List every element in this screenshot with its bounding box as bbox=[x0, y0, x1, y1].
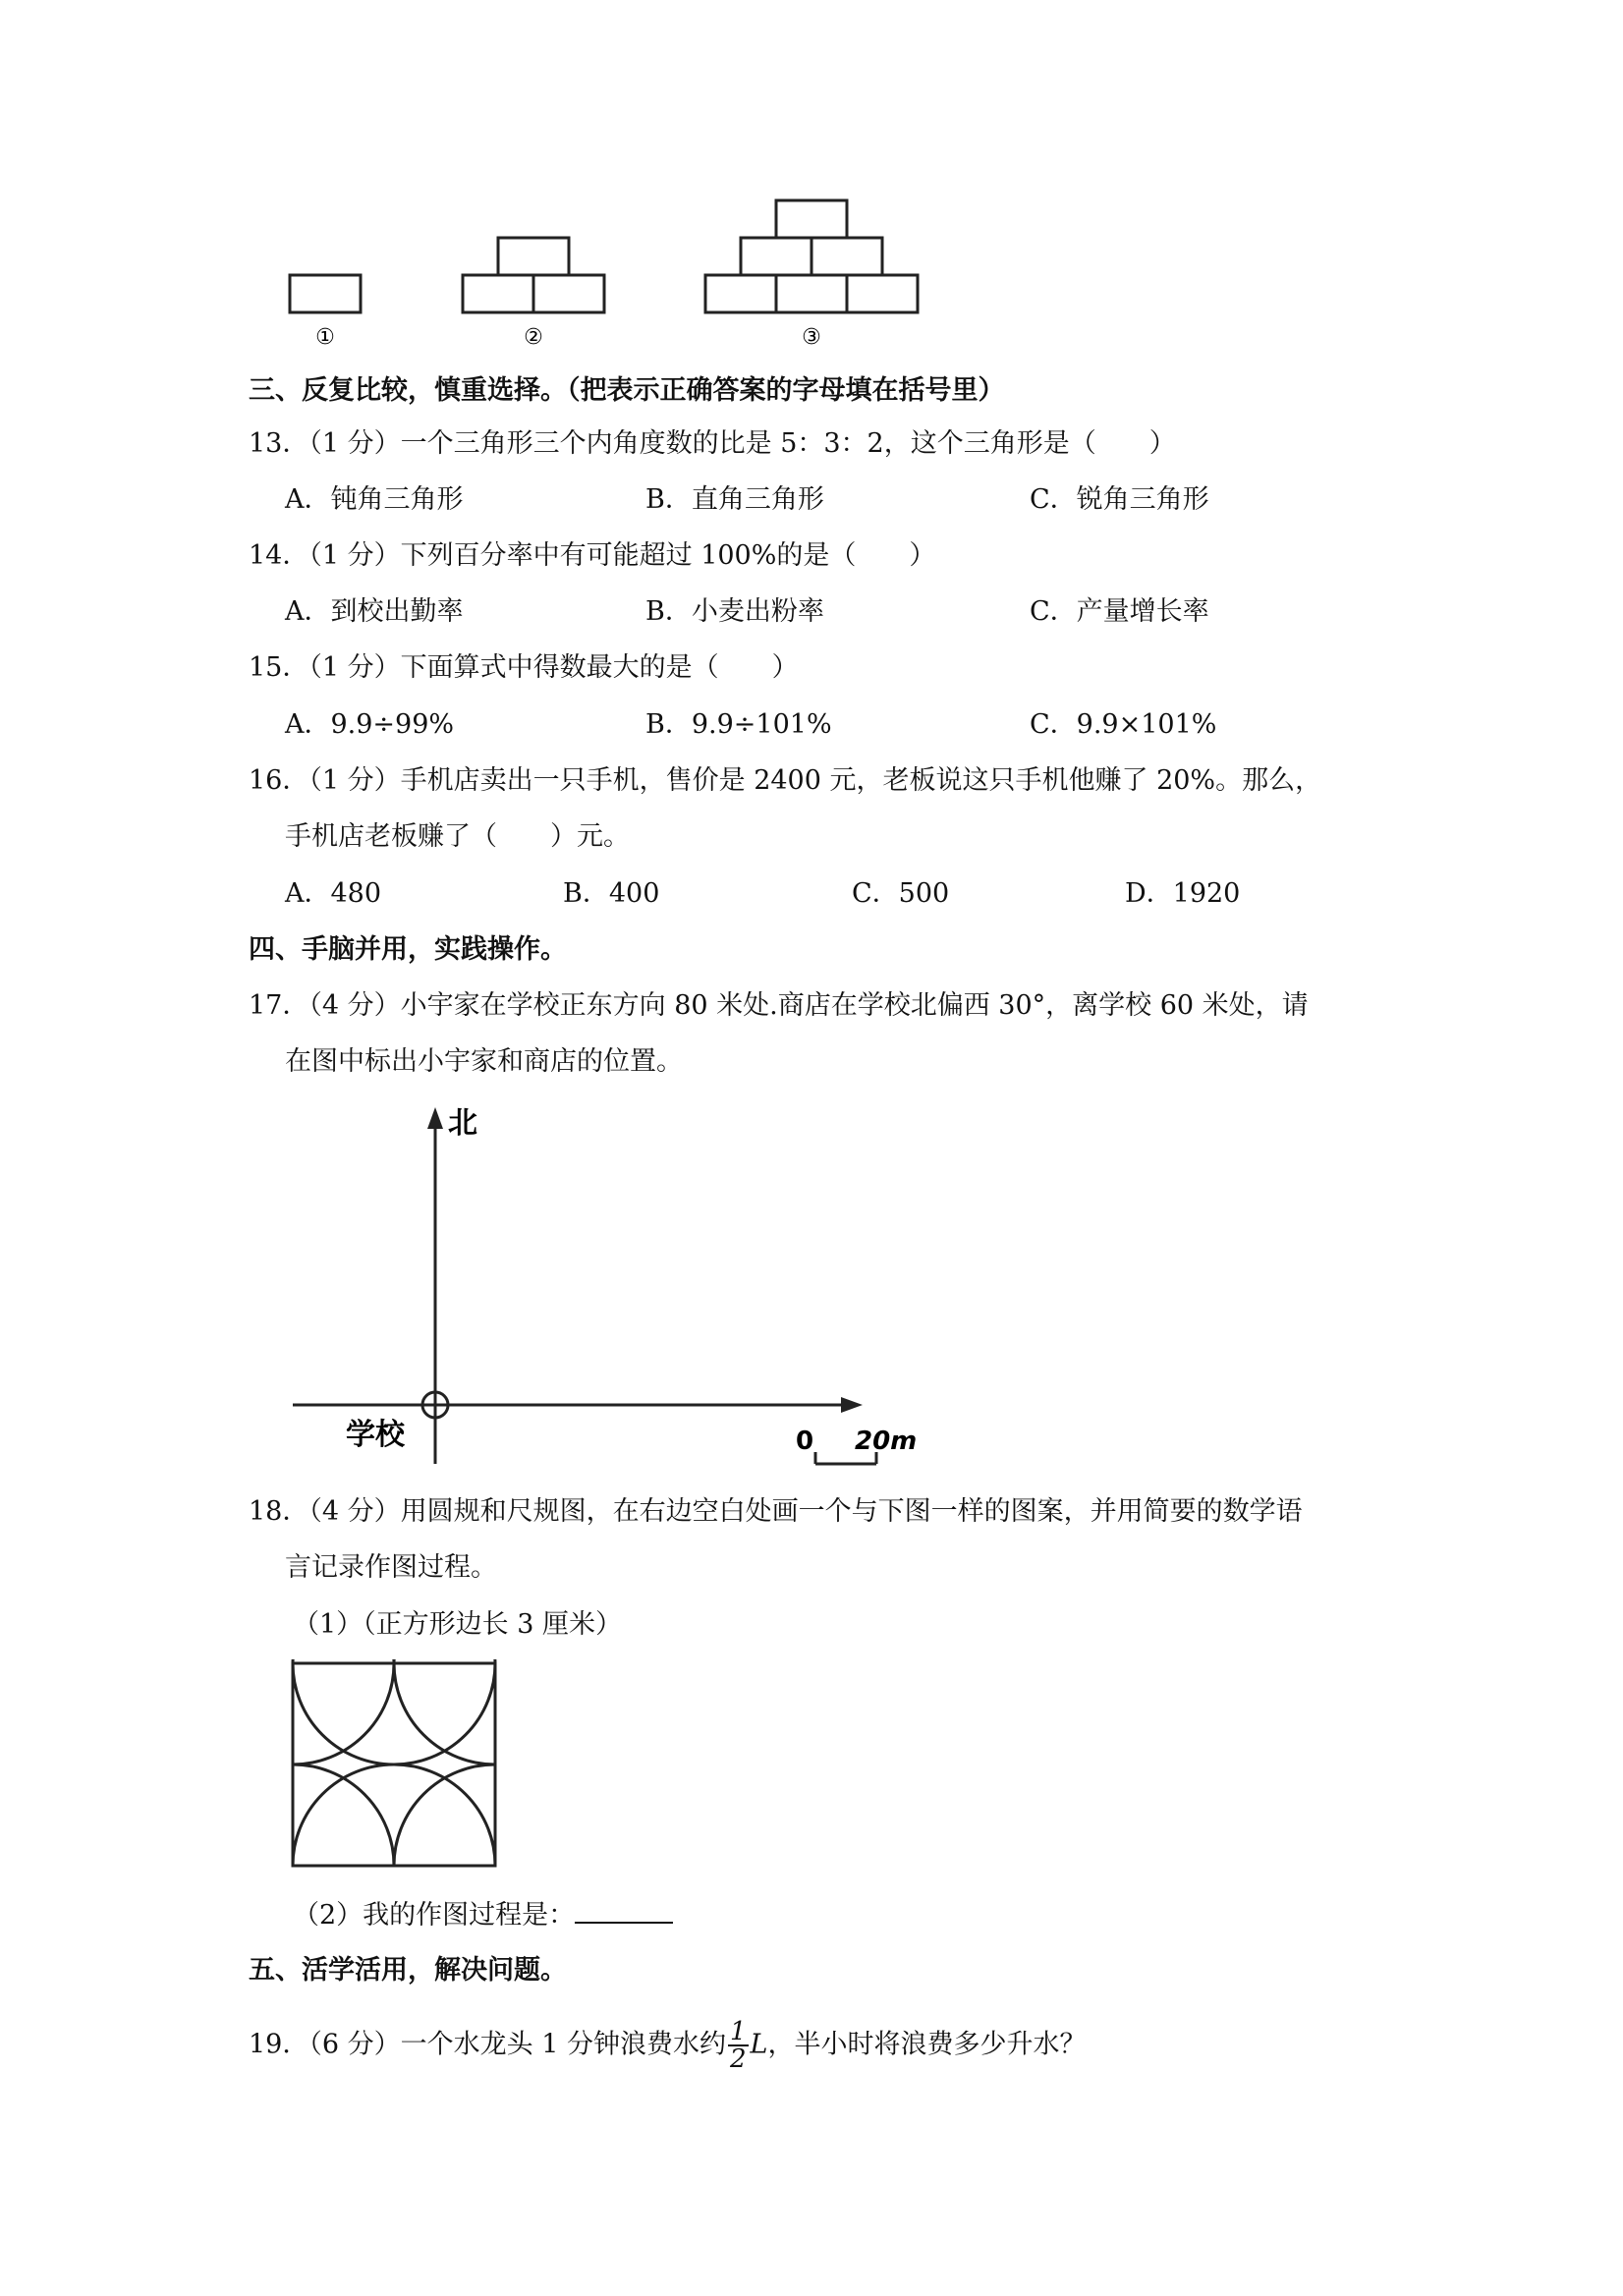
brick bbox=[705, 275, 776, 312]
q14-option-b: B．小麦出粉率 bbox=[645, 596, 824, 627]
section-3-heading: 三、反复比较，慎重选择。（把表示正确答案的字母填在括号里） bbox=[249, 375, 1005, 406]
q16-option-a: A．480 bbox=[285, 878, 382, 909]
q16-option-d: D．1920 bbox=[1125, 878, 1241, 909]
q16-option-b: B．400 bbox=[563, 878, 660, 909]
section-4-heading: 四、手脑并用，实践操作。 bbox=[249, 934, 567, 965]
q15-stem: 15．（1 分）下面算式中得数最大的是（ ） bbox=[249, 652, 799, 683]
q13-option-a: A．钝角三角形 bbox=[285, 484, 464, 515]
brick bbox=[463, 275, 533, 312]
q18-part-1: （1）（正方形边长 3 厘米） bbox=[293, 1609, 623, 1640]
q19-unit: L bbox=[750, 2029, 768, 2060]
brick bbox=[776, 200, 847, 238]
figure-label-2: ② bbox=[524, 325, 543, 350]
north-label: 北 bbox=[448, 1106, 477, 1141]
brick bbox=[812, 238, 882, 275]
fraction-denominator: 2 bbox=[729, 2044, 747, 2074]
fraction-numerator: 1 bbox=[729, 2017, 747, 2046]
q16-option-c: C．500 bbox=[852, 878, 950, 909]
q16-stem-line-2: 手机店老板赚了（ ）元。 bbox=[285, 821, 630, 852]
q18-part-2-text: （2）我的作图过程是： bbox=[293, 1900, 576, 1931]
direction-map-figure bbox=[285, 1095, 923, 1474]
answer-blank[interactable] bbox=[575, 1898, 673, 1924]
q15-option-b: B．9.9÷101% bbox=[645, 709, 832, 740]
brick bbox=[741, 238, 812, 275]
brick bbox=[847, 275, 918, 312]
scale-value-label: 20m bbox=[855, 1427, 918, 1456]
q18-stem-line-1: 18．（4 分）用圆规和尺规图，在右边空白处画一个与下图一样的图案，并用简要的数学语 bbox=[249, 1496, 1303, 1527]
q13-option-c: C．锐角三角形 bbox=[1030, 484, 1209, 515]
school-label: 学校 bbox=[346, 1418, 405, 1452]
q19-suffix: ，半小时将浪费多少升水？ bbox=[767, 2029, 1087, 2060]
q17-stem-line-2: 在图中标出小宇家和商店的位置。 bbox=[285, 1046, 683, 1077]
q13-stem: 13．（1 分）一个三角形三个内角度数的比是 5：3：2，这个三角形是（ ） bbox=[249, 428, 1176, 459]
q17-stem-line-1: 17．（4 分）小宇家在学校正东方向 80 米处.商店在学校北偏西 30°，离学校 60 米处，请 bbox=[249, 990, 1309, 1021]
fraction-one-half bbox=[728, 2019, 749, 2072]
q18-stem-line-2: 言记录作图过程。 bbox=[285, 1552, 497, 1583]
brick bbox=[533, 275, 604, 312]
scale-zero-label: 0 bbox=[796, 1427, 814, 1456]
brick-pattern-figure bbox=[280, 195, 928, 352]
q15-option-c: C．9.9×101% bbox=[1030, 709, 1217, 740]
figure-label-3: ③ bbox=[802, 325, 821, 350]
q14-option-a: A．到校出勤率 bbox=[285, 596, 464, 627]
q13-option-b: B．直角三角形 bbox=[645, 484, 824, 515]
q18-part-2 bbox=[293, 1896, 673, 1935]
four-petal-square-figure bbox=[289, 1659, 499, 1870]
figure-label-1: ① bbox=[315, 325, 335, 350]
q19-stem bbox=[249, 2019, 1086, 2072]
q15-option-a: A．9.9÷99% bbox=[285, 709, 455, 740]
brick bbox=[290, 275, 361, 312]
brick bbox=[498, 238, 569, 275]
q16-stem-line-1: 16．（1 分）手机店卖出一只手机，售价是 2400 元，老板说这只手机他赚了 20%。那么， bbox=[249, 765, 1322, 796]
q14-stem: 14．（1 分）下列百分率中有可能超过 100%的是（ ） bbox=[249, 540, 936, 571]
q19-prefix: 19．（6 分）一个水龙头 1 分钟浪费水约 bbox=[249, 2029, 726, 2060]
q14-option-c: C．产量增长率 bbox=[1030, 596, 1209, 627]
brick bbox=[776, 275, 847, 312]
section-5-heading: 五、活学活用，解决问题。 bbox=[249, 1955, 567, 1986]
